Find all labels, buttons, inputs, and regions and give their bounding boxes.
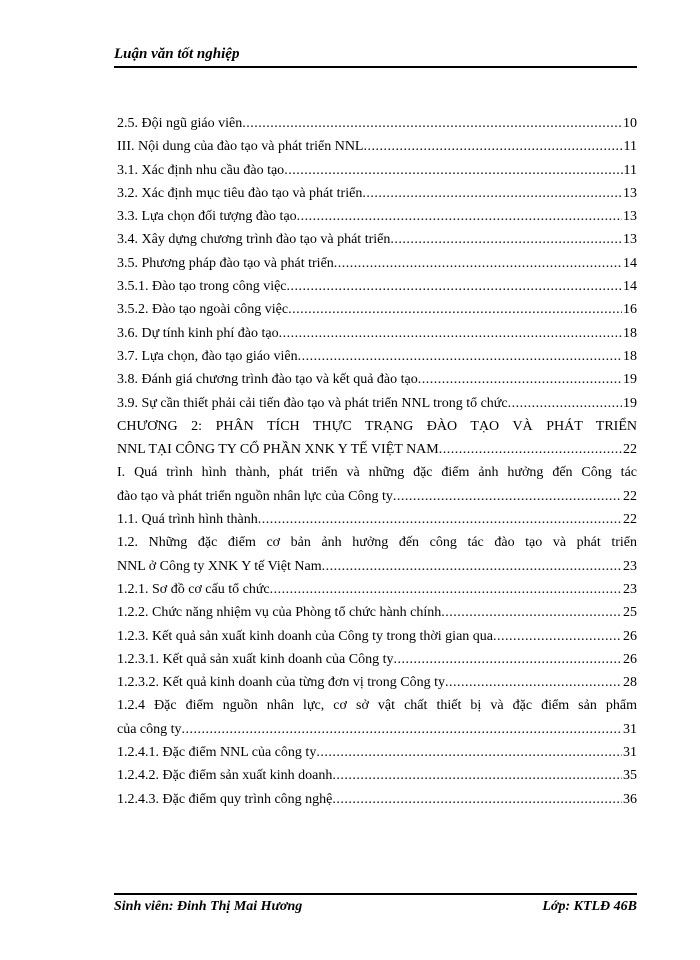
toc-dot-leader xyxy=(362,184,622,204)
toc-entry[interactable] xyxy=(117,557,637,580)
toc-page-number: 16 xyxy=(623,302,637,318)
toc-entry[interactable] xyxy=(117,673,637,696)
toc-page-number: 22 xyxy=(623,488,637,504)
toc-entry-title: 1.2.3.2. Kết quả kinh doanh của từng đơn vị trong Công ty xyxy=(117,675,446,691)
toc-page-number: 28 xyxy=(623,675,637,691)
toc-dot-leader xyxy=(390,230,622,250)
toc-page-number: 19 xyxy=(623,372,637,388)
toc-entry-title: 3.6. Dự tính kinh phí đào tạo xyxy=(117,325,279,341)
toc-heading-line[interactable]: CHƯƠNG 2: PHÂN TÍCH THỰC TRẠNG ĐÀO TẠO VÀ PHÁT TRIỂN xyxy=(117,418,637,434)
toc-dot-leader xyxy=(242,114,622,134)
toc-heading-line[interactable]: 1.2. Những đặc điểm cơ bản ảnh hưởng đến công tác đào tạo và phát triển xyxy=(117,535,637,551)
toc-dot-leader xyxy=(393,650,622,670)
toc-page-number: 36 xyxy=(623,791,637,807)
toc-entry[interactable] xyxy=(117,207,637,230)
footer-student-name: Sinh viên: Đinh Thị Mai Hương xyxy=(114,899,303,914)
toc-page-number: 23 xyxy=(623,581,637,597)
toc-dot-leader xyxy=(332,790,622,810)
toc-entry[interactable] xyxy=(117,184,637,207)
toc-entry-title: 3.7. Lựa chọn, đào tạo giáo viên xyxy=(117,348,298,364)
toc-entry-title: 3.4. Xây dựng chương trình đào tạo và phát triển xyxy=(117,232,391,248)
toc-page-number: 23 xyxy=(623,558,637,574)
header-divider xyxy=(114,66,637,68)
toc-entry-title: 2.5. Đội ngũ giáo viên xyxy=(117,116,243,131)
toc-page-number: 35 xyxy=(623,768,637,784)
toc-entry-title: 3.5.1. Đào tạo trong công việc xyxy=(117,279,287,295)
toc-page-number: 18 xyxy=(623,348,637,364)
toc-page-number: 11 xyxy=(623,139,637,155)
toc-entry[interactable] xyxy=(117,720,637,743)
toc-entry-title: 1.2.4.1. Đặc điểm NNL của công ty xyxy=(117,745,317,761)
toc-entry-title: NNL ở Công ty XNK Y tế Việt Nam xyxy=(117,558,322,574)
toc-entry-title: đào tạo và phát triển nguồn nhân lực của Công ty xyxy=(117,488,393,504)
toc-dot-leader xyxy=(334,254,622,274)
toc-page-number: 25 xyxy=(623,605,637,621)
toc-entry-title: 3.5.2. Đào tạo ngoài công việc xyxy=(117,302,289,318)
toc-page-number: 22 xyxy=(623,442,637,458)
toc-page-number: 18 xyxy=(623,325,637,341)
toc-entry[interactable] xyxy=(117,300,637,323)
toc-dot-leader xyxy=(258,510,622,530)
toc-dot-leader xyxy=(279,324,622,344)
page-header-title: Luận văn tốt nghiệp xyxy=(114,46,240,62)
toc-entry-title: 1.2.2. Chức năng nhiệm vụ của Phòng tổ chức hành chính xyxy=(117,605,442,621)
toc-page-number: 11 xyxy=(623,162,637,178)
toc-entry[interactable] xyxy=(117,347,637,370)
toc-entry-title: III. Nội dung của đào tạo và phát triển NNL xyxy=(117,139,364,155)
toc-dot-leader xyxy=(493,627,622,647)
toc-entry[interactable] xyxy=(117,324,637,347)
toc-page-number: 31 xyxy=(623,745,637,761)
toc-entry[interactable] xyxy=(117,394,637,417)
toc-page-number: 10 xyxy=(623,116,637,131)
toc-entry[interactable] xyxy=(117,650,637,673)
toc-heading-line[interactable]: 1.2.4 Đặc điểm nguồn nhân lực, cơ sở vật chất thiết bị và đặc điểm sản phẩm xyxy=(117,698,637,714)
toc-entry[interactable] xyxy=(117,254,637,277)
toc-entry[interactable] xyxy=(117,161,637,184)
toc-entry[interactable] xyxy=(117,230,637,253)
toc-dot-leader xyxy=(418,370,622,390)
toc-page-number: 14 xyxy=(623,255,637,271)
toc-entry-title: 1.2.3. Kết quả sản xuất kinh doanh của Công ty trong thời gian qua xyxy=(117,628,494,644)
toc-page-number: 13 xyxy=(623,209,637,225)
toc-entry-title: NNL TẠI CÔNG TY CỔ PHẦN XNK Y TẾ VIỆT NAM xyxy=(117,442,439,458)
toc-page-number: 19 xyxy=(623,395,637,411)
toc-page-number: 31 xyxy=(623,721,637,737)
toc-entry[interactable] xyxy=(117,603,637,626)
toc-entry-title: của công ty xyxy=(117,721,182,737)
toc-dot-leader xyxy=(332,766,622,786)
toc-dot-leader xyxy=(393,487,622,507)
toc-heading-line[interactable]: I. Quá trình hình thành, phát triển và những đặc điểm ảnh hưởng đến Công tác xyxy=(117,465,637,481)
toc-entry-title: 3.8. Đánh giá chương trình đào tạo và kết quả đào tạo xyxy=(117,372,418,388)
toc-entry-title: 1.2.4.2. Đặc điểm sản xuất kinh doanh xyxy=(117,768,333,784)
toc-entry-title: 1.2.3.1. Kết quả sản xuất kinh doanh của Công ty xyxy=(117,651,394,667)
toc-entry-title: 3.5. Phương pháp đào tạo và phát triển xyxy=(117,255,334,271)
toc-entry-title: 3.9. Sự cần thiết phải cải tiến đào tạo và phát triển NNL trong tổ chức xyxy=(117,395,508,411)
toc-dot-leader xyxy=(284,161,622,181)
toc-entry[interactable] xyxy=(117,790,637,813)
toc-dot-leader xyxy=(298,347,622,367)
toc-entry[interactable] xyxy=(117,277,637,300)
toc-page-number: 26 xyxy=(623,628,637,644)
toc-dot-leader xyxy=(508,394,622,414)
toc-entry[interactable] xyxy=(117,766,637,789)
toc-dot-leader xyxy=(316,743,622,763)
toc-page-number: 22 xyxy=(623,512,637,528)
toc-entry[interactable] xyxy=(117,487,637,510)
toc-dot-leader xyxy=(297,207,622,227)
toc-dot-leader xyxy=(287,277,622,297)
toc-entry-title: 1.2.4.3. Đặc điểm quy trình công nghệ xyxy=(117,791,333,807)
toc-page-number: 13 xyxy=(623,232,637,248)
toc-dot-leader xyxy=(439,440,622,460)
toc-dot-leader xyxy=(322,557,622,577)
toc-page-number: 13 xyxy=(623,185,637,201)
toc-entry-title: 3.1. Xác định nhu cầu đào tạo xyxy=(117,162,285,178)
toc-entry[interactable] xyxy=(117,627,637,650)
toc-entry-title: 1.1. Quá trình hình thành xyxy=(117,512,258,528)
toc-entry[interactable] xyxy=(117,580,637,603)
table-of-contents xyxy=(117,114,637,813)
footer-divider xyxy=(114,893,637,895)
toc-dot-leader xyxy=(445,673,622,693)
toc-entry[interactable] xyxy=(117,370,637,393)
toc-dot-leader xyxy=(363,137,622,157)
toc-entry[interactable] xyxy=(117,137,637,160)
toc-dot-leader xyxy=(288,300,622,320)
toc-entry[interactable] xyxy=(117,510,637,533)
footer-class: Lớp: KTLĐ 46B xyxy=(542,899,637,914)
toc-entry[interactable] xyxy=(117,440,637,463)
toc-dot-leader xyxy=(441,603,622,623)
toc-dot-leader xyxy=(182,720,622,740)
toc-entry-title: 1.2.1. Sơ đồ cơ cấu tổ chức xyxy=(117,581,270,597)
toc-entry[interactable] xyxy=(117,114,637,137)
toc-entry-title: 3.3. Lựa chọn đối tượng đào tạo xyxy=(117,209,297,225)
toc-dot-leader xyxy=(270,580,622,600)
toc-entry-title: 3.2. Xác định mục tiêu đào tạo và phát triển xyxy=(117,185,363,201)
toc-page-number: 14 xyxy=(623,279,637,295)
toc-entry[interactable] xyxy=(117,743,637,766)
toc-page-number: 26 xyxy=(623,651,637,667)
